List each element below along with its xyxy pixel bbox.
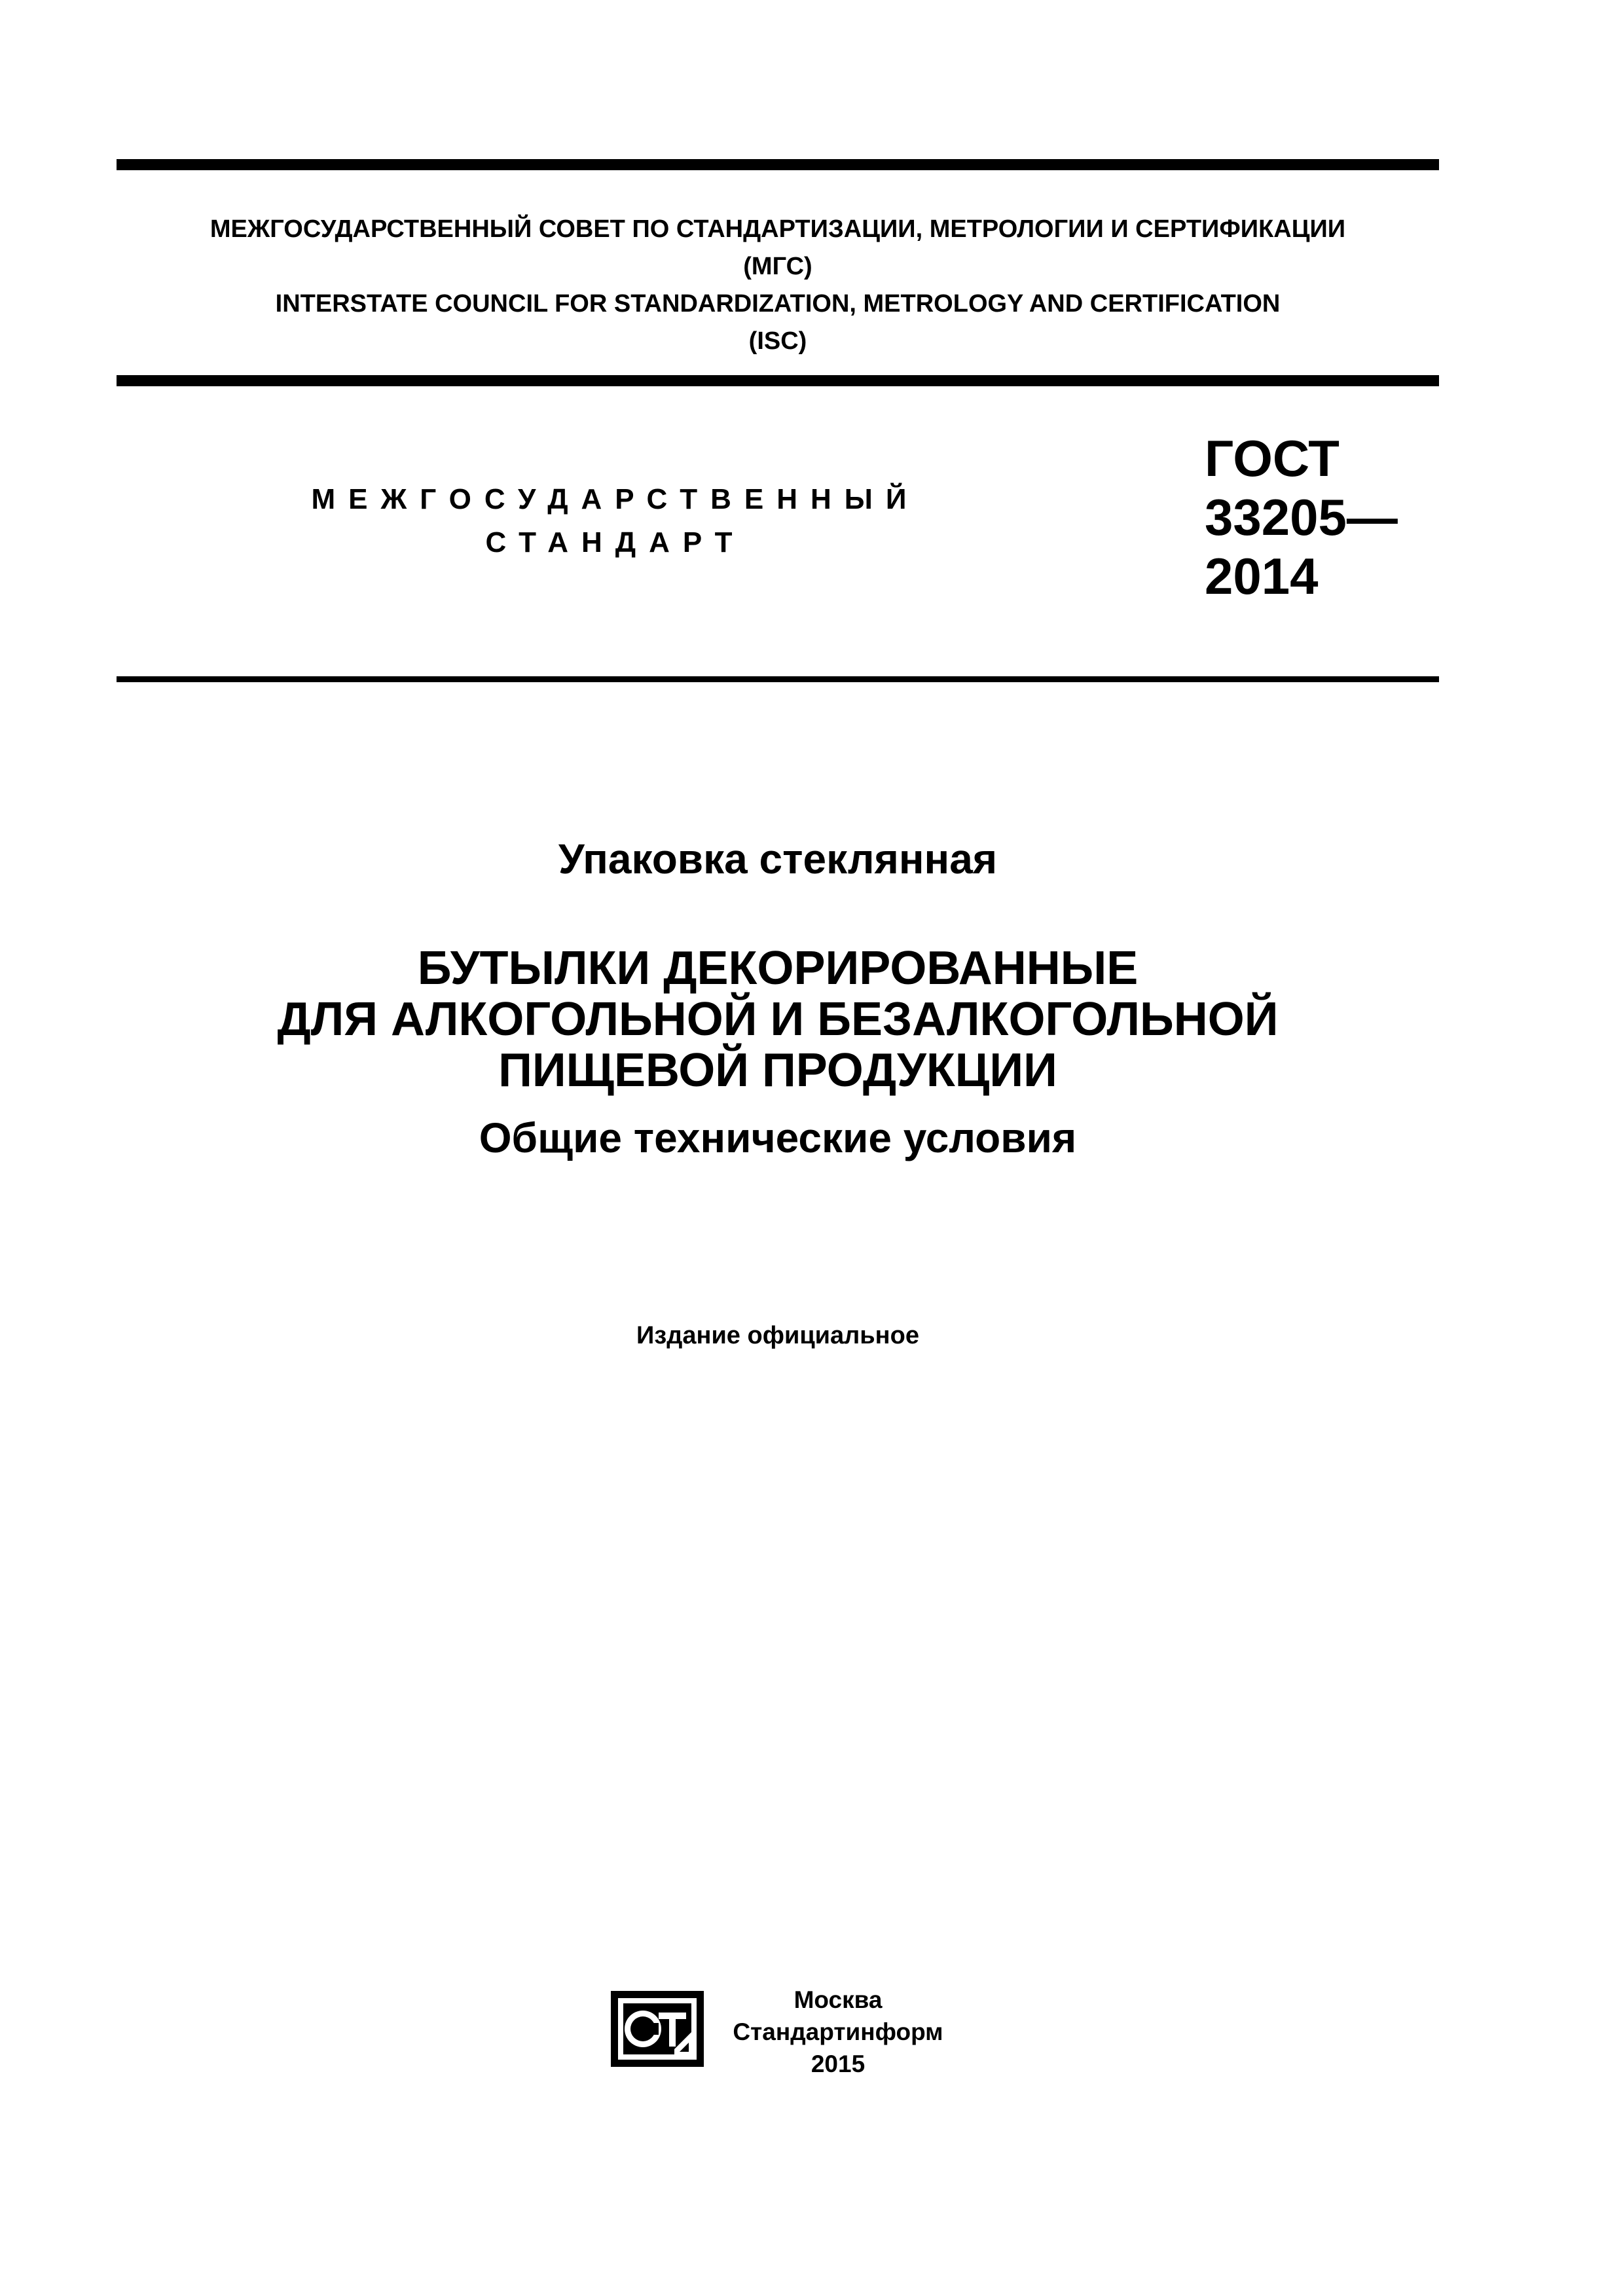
council-abbr-en: (ISC) (748, 327, 807, 355)
publisher-logo (609, 1989, 706, 2069)
lower-divider (117, 676, 1439, 682)
document-subtitle: Общие технические условия (479, 1114, 1077, 1161)
standard-kind-line2: СТАНДАРТ (485, 526, 746, 558)
document-title (117, 943, 1439, 1096)
edition-note: Издание официальное (636, 1322, 919, 1349)
designation-year: 2014 (1205, 547, 1319, 605)
designation-number: 33205— (1205, 488, 1398, 546)
middle-divider (117, 375, 1439, 386)
council-header (117, 211, 1439, 360)
standard-designation (1205, 429, 1398, 606)
council-abbr-ru: (МГС) (743, 253, 812, 280)
publisher-city: Москва (793, 1986, 883, 2013)
standard-kind (288, 478, 943, 564)
top-divider (117, 159, 1439, 170)
title-line-1: БУТЫЛКИ ДЕКОРИРОВАННЫЕ (417, 942, 1139, 994)
council-name-ru: МЕЖГОСУДАРСТВЕННЫЙ СОВЕТ ПО СТАНДАРТИЗАЦИИ, МЕТРОЛОГИИ И СЕРТИФИКАЦИИ (210, 215, 1346, 243)
publisher-name: Стандартинформ (733, 2018, 943, 2045)
document-category: Упаковка стеклянная (558, 835, 998, 883)
publisher-info (707, 1984, 969, 2080)
publication-year: 2015 (811, 2050, 866, 2077)
council-name-en: INTERSTATE COUNCIL FOR STANDARDIZATION, METROLOGY AND CERTIFICATION (275, 290, 1281, 318)
standard-kind-line1: МЕЖГОСУДАРСТВЕННЫЙ (311, 483, 920, 515)
title-line-3: ПИЩЕВОЙ ПРОДУКЦИИ (498, 1044, 1057, 1097)
designation-prefix: ГОСТ (1205, 429, 1340, 487)
title-line-2: ДЛЯ АЛКОГОЛЬНОЙ И БЕЗАЛКОГОЛЬНОЙ (277, 993, 1279, 1046)
